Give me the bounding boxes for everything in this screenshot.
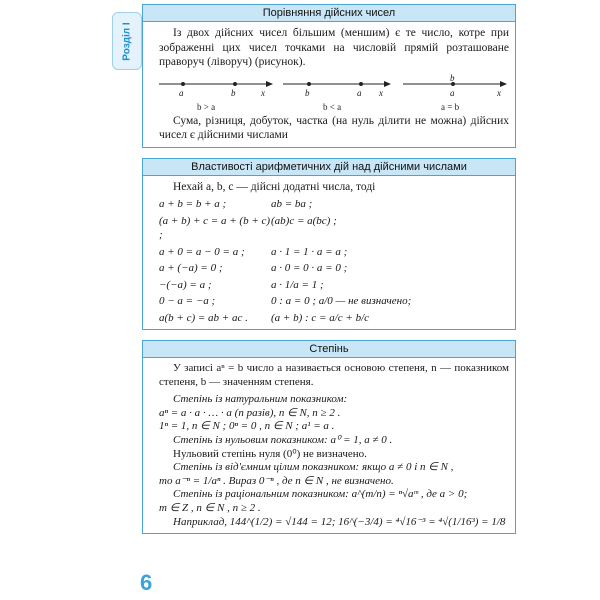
properties-intro: Нехай a, b, c — дійсні додатні числа, тоді [173, 180, 376, 193]
section-side-tab [112, 12, 142, 70]
prop-left-5: −(−a) = a ; [159, 278, 212, 291]
negative-exponent-formula: то a⁻ⁿ = 1/aⁿ . Вираз 0⁻ⁿ , де n ∈ N , не визначено. [159, 474, 394, 487]
zero-power-zero: Нульовий степінь нуля (0⁰) не визначено. [173, 447, 367, 460]
prop-left-7: a(b + c) = ab + ac . [159, 311, 248, 324]
prop-right-7: (a + b) : c = a/c + b/c [271, 311, 370, 324]
rational-exponent-rule: Степінь із раціональним показником: a^(m/n) = ⁿ√aᵐ , де a > 0; [173, 488, 468, 501]
prop-right-6: 0 : a = 0 ; a/0 — не визначено; [271, 295, 412, 307]
point-a: a [179, 87, 184, 98]
rational-exponent-conditions: m ∈ Z , n ∈ N , n ≥ 2 . [159, 501, 261, 514]
prop-left-6: 0 − a = −a ; [159, 295, 216, 307]
prop-right-1: ab = ba ; [271, 198, 313, 210]
section-power [142, 340, 516, 534]
rational-exponent-example: Наприклад, 144^(1/2) = √144 = 12; 16^(−3/4) = ⁴√16⁻³ = ⁴√(1/16³) = 1/8 [173, 515, 506, 528]
axis-x: x [497, 87, 501, 98]
caption-b-gt-a: b > a [197, 101, 216, 112]
point-a: a [450, 87, 455, 98]
prop-right-5: a · 1/a = 1 ; [271, 278, 324, 291]
number-line-axis [157, 74, 275, 98]
prop-left-1: a + b = b + a ; [159, 198, 227, 210]
number-lines-figure [151, 74, 509, 112]
section-comparison [142, 4, 516, 148]
negative-exponent-rule: Степінь із від'ємним цілим показником: якщо a ≠ 0 і n ∈ N , [173, 461, 454, 474]
properties-grid [159, 197, 509, 325]
natural-exponent-heading: Степінь із натуральним показником: [173, 393, 348, 406]
natural-exponent-special: 1ⁿ = 1, n ∈ N ; 0ⁿ = 0 , n ∈ N ; a¹ = a . [159, 420, 335, 433]
number-line-a-eq-b [401, 72, 513, 112]
closure-text: Сума, різниця, добуток, частка (на нуль ділити не можна) дійсних чисел є дійсними числами [159, 114, 509, 141]
number-line-b-gt-a [157, 74, 275, 112]
side-tab-label: Розділ I [121, 21, 133, 61]
power-definition: У записі aⁿ = b число a називається основою степеня, n — показником степеня, b — значенням степеня. [159, 362, 509, 388]
section-properties [142, 158, 516, 331]
zero-exponent-rule: Степінь із нульовим показником: a⁰ = 1, a ≠ 0 . [173, 433, 393, 446]
point-a: a [357, 87, 362, 98]
caption-a-eq-b: a = b [441, 101, 460, 112]
prop-left-3: a + 0 = a − 0 = a ; [159, 245, 245, 258]
comparison-text: Із двох дійсних чисел більшим (меншим) є те число, котре при зображенні цих чисел точками на числовій прямій розташоване праворуч (ліворуч) (рисунок). [159, 27, 509, 68]
prop-left-4: a + (−a) = 0 ; [159, 262, 223, 274]
point-b: b [450, 72, 455, 83]
natural-exponent-formula: aⁿ = a · a · … · a (n разів), n ∈ N, n ≥ 2 . [159, 406, 341, 419]
section-comparison-title: Порівняння дійсних чисел [143, 5, 515, 22]
section-properties-title: Властивості арифметичних дій над дійсними числами [143, 159, 515, 176]
prop-right-2: (ab)c = a(bc) ; [271, 214, 337, 227]
prop-right-3: a · 1 = 1 · a = a ; [271, 245, 348, 258]
prop-right-4: a · 0 = 0 · a = 0 ; [271, 262, 348, 274]
number-line-b-lt-a [281, 74, 399, 112]
page-number: 6 [140, 570, 153, 595]
caption-b-lt-a: b < a [323, 101, 342, 112]
prop-left-2: (a + b) + c = a + (b + c) ; [159, 214, 271, 241]
point-b: b [231, 87, 236, 98]
point-b: b [305, 87, 310, 98]
section-power-title: Степінь [143, 341, 515, 358]
page-content [142, 4, 516, 544]
axis-x: x [261, 87, 265, 98]
axis-x: x [379, 87, 383, 98]
